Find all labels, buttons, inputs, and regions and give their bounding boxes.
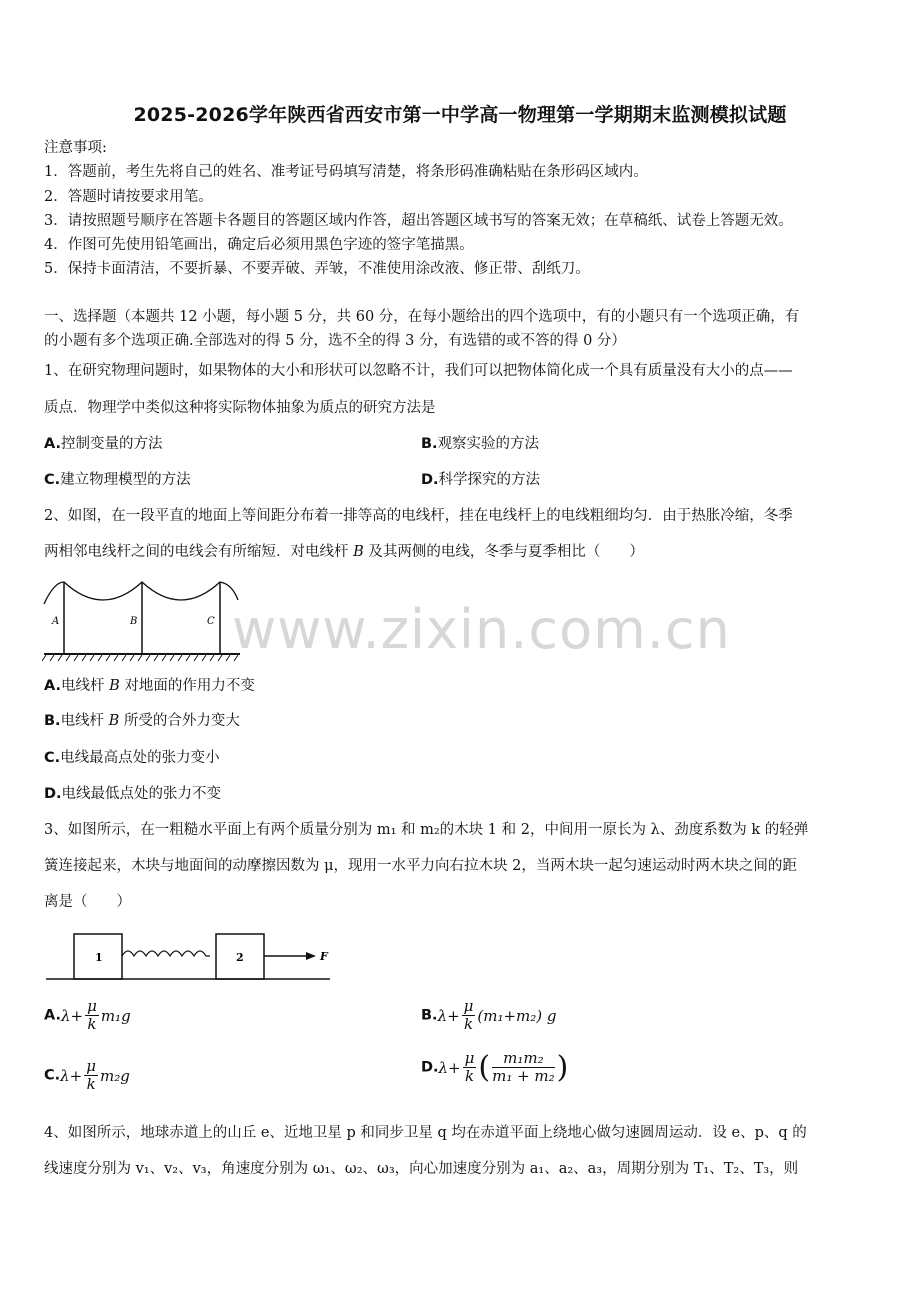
pole-label-c: C <box>207 616 215 627</box>
page-title: 2025-2026学年陕西省西安市第一中学高一物理第一学期期末监测模拟试题 <box>133 104 787 126</box>
q3-stem-line3: 离是（ ） <box>44 894 131 910</box>
watermark: www.zixin.com.cn <box>232 598 731 661</box>
notice-item-3: 3．请按照题号顺序在答题卡各题目的答题区域内作答，超出答题区域书写的答案无效；在草稿纸、试卷上答题无效。 <box>44 213 793 229</box>
q3-option-c: C.λ+ $\frac{\mu}{k}$ m₂g <box>44 1057 130 1093</box>
notice-item-2: 2．答题时请按要求用笔。 <box>44 189 213 205</box>
q2-stem-line2: 两相邻电线杆之间的电线会有所缩短．对电线杆 B 及其两侧的电线，冬季与夏季相比（ ） <box>44 544 644 560</box>
wire <box>44 582 238 604</box>
q3-option-b: B.λ+ $\frac{\mu}{k}$ (m₁+m₂) g <box>421 997 557 1033</box>
q3-option-a: A.λ+ $\frac{\mu}{k}$ m₁g <box>44 997 131 1033</box>
notice-item-4: 4．作图可先使用铅笔画出，确定后必须用黑色字迹的签字笔描黑。 <box>44 237 474 253</box>
power-line-diagram <box>42 574 242 662</box>
q1-stem-line1: 1、在研究物理问题时，如果物体的大小和形状可以忽略不计，我们可以把物体简化成一个具有质量没有大小的点—— <box>44 363 793 379</box>
q1-option-b: B.观察实验的方法 <box>421 436 540 452</box>
q2-option-c: C.电线最高点处的张力变小 <box>44 750 220 766</box>
q1-option-c: C.建立物理模型的方法 <box>44 472 191 488</box>
spring <box>122 951 210 956</box>
spring-blocks-diagram <box>44 928 334 984</box>
block-2-label: 2 <box>236 951 244 964</box>
q2-option-d: D.电线最低点处的张力不变 <box>44 786 222 802</box>
q4-stem-line2: 线速度分别为 v₁、v₂、v₃，角速度分别为 ω₁、ω₂、ω₃，向心加速度分别为 a₁、a₂、a₃，周期分别为 T₁、T₂、T₃，则 <box>44 1161 799 1177</box>
force-label: F <box>320 950 328 963</box>
q3-stem-line2: 簧连接起来，木块与地面间的动摩擦因数为 μ，现用一水平力向右拉木块 2，当两木块一起匀速运动时两木块之间的距 <box>44 858 797 874</box>
notice-item-5: 5．保持卡面清洁，不要折暴、不要弄破、弄皱，不准使用涂改液、修正带、刮纸刀。 <box>44 261 590 277</box>
block-1-label: 1 <box>95 951 103 964</box>
q3-stem-line1: 3、如图所示，在一粗糙水平面上有两个质量分别为 m₁ 和 m₂的木块 1 和 2，中间用一原长为 λ、劲度系数为 k 的轻弹 <box>44 822 809 838</box>
notice-item-1: 1．答题前，考生先将自己的姓名、准考证号码填写清楚，将条形码准确粘贴在条形码区域内。 <box>44 164 648 180</box>
section-instructions-line1: 一、选择题（本题共 12 小题，每小题 5 分，共 60 分，在每小题给出的四个选项中，有的小题只有一个选项正确，有 <box>44 309 800 325</box>
q4-stem-line1: 4、如图所示，地球赤道上的山丘 e、近地卫星 p 和同步卫星 q 均在赤道平面上绕地心做匀速圆周运动．设 e、p、q 的 <box>44 1125 807 1141</box>
q1-option-d: D.科学探究的方法 <box>421 472 541 488</box>
q1-stem-line2: 质点．物理学中类似这种将实际物体抽象为质点的研究方法是 <box>44 400 436 416</box>
q2-option-a: A.电线杆 B 对地面的作用力不变 <box>44 678 255 694</box>
pole-label-a: A <box>52 616 60 627</box>
notice-heading: 注意事项: <box>44 140 107 156</box>
q1-option-a: A.控制变量的方法 <box>44 436 163 452</box>
q3-option-d: D.λ+ $\frac{\mu}{k}$ ( $\frac{\text{m₁m₂}}{\text{m₁ + m₂}}$ ) <box>421 1049 569 1085</box>
pole-label-b: B <box>130 616 138 627</box>
section-instructions-line2: 的小题有多个选项正确.全部选对的得 5 分，选不全的得 3 分，有选错的或不答的得 0 分） <box>44 333 626 349</box>
q2-option-b: B.电线杆 B 所受的合外力变大 <box>44 713 240 729</box>
q2-stem-line1: 2、如图，在一段平直的地面上等间距分布着一排等高的电线杆，挂在电线杆上的电线粗细均匀．由于热胀冷缩，冬季 <box>44 508 793 524</box>
